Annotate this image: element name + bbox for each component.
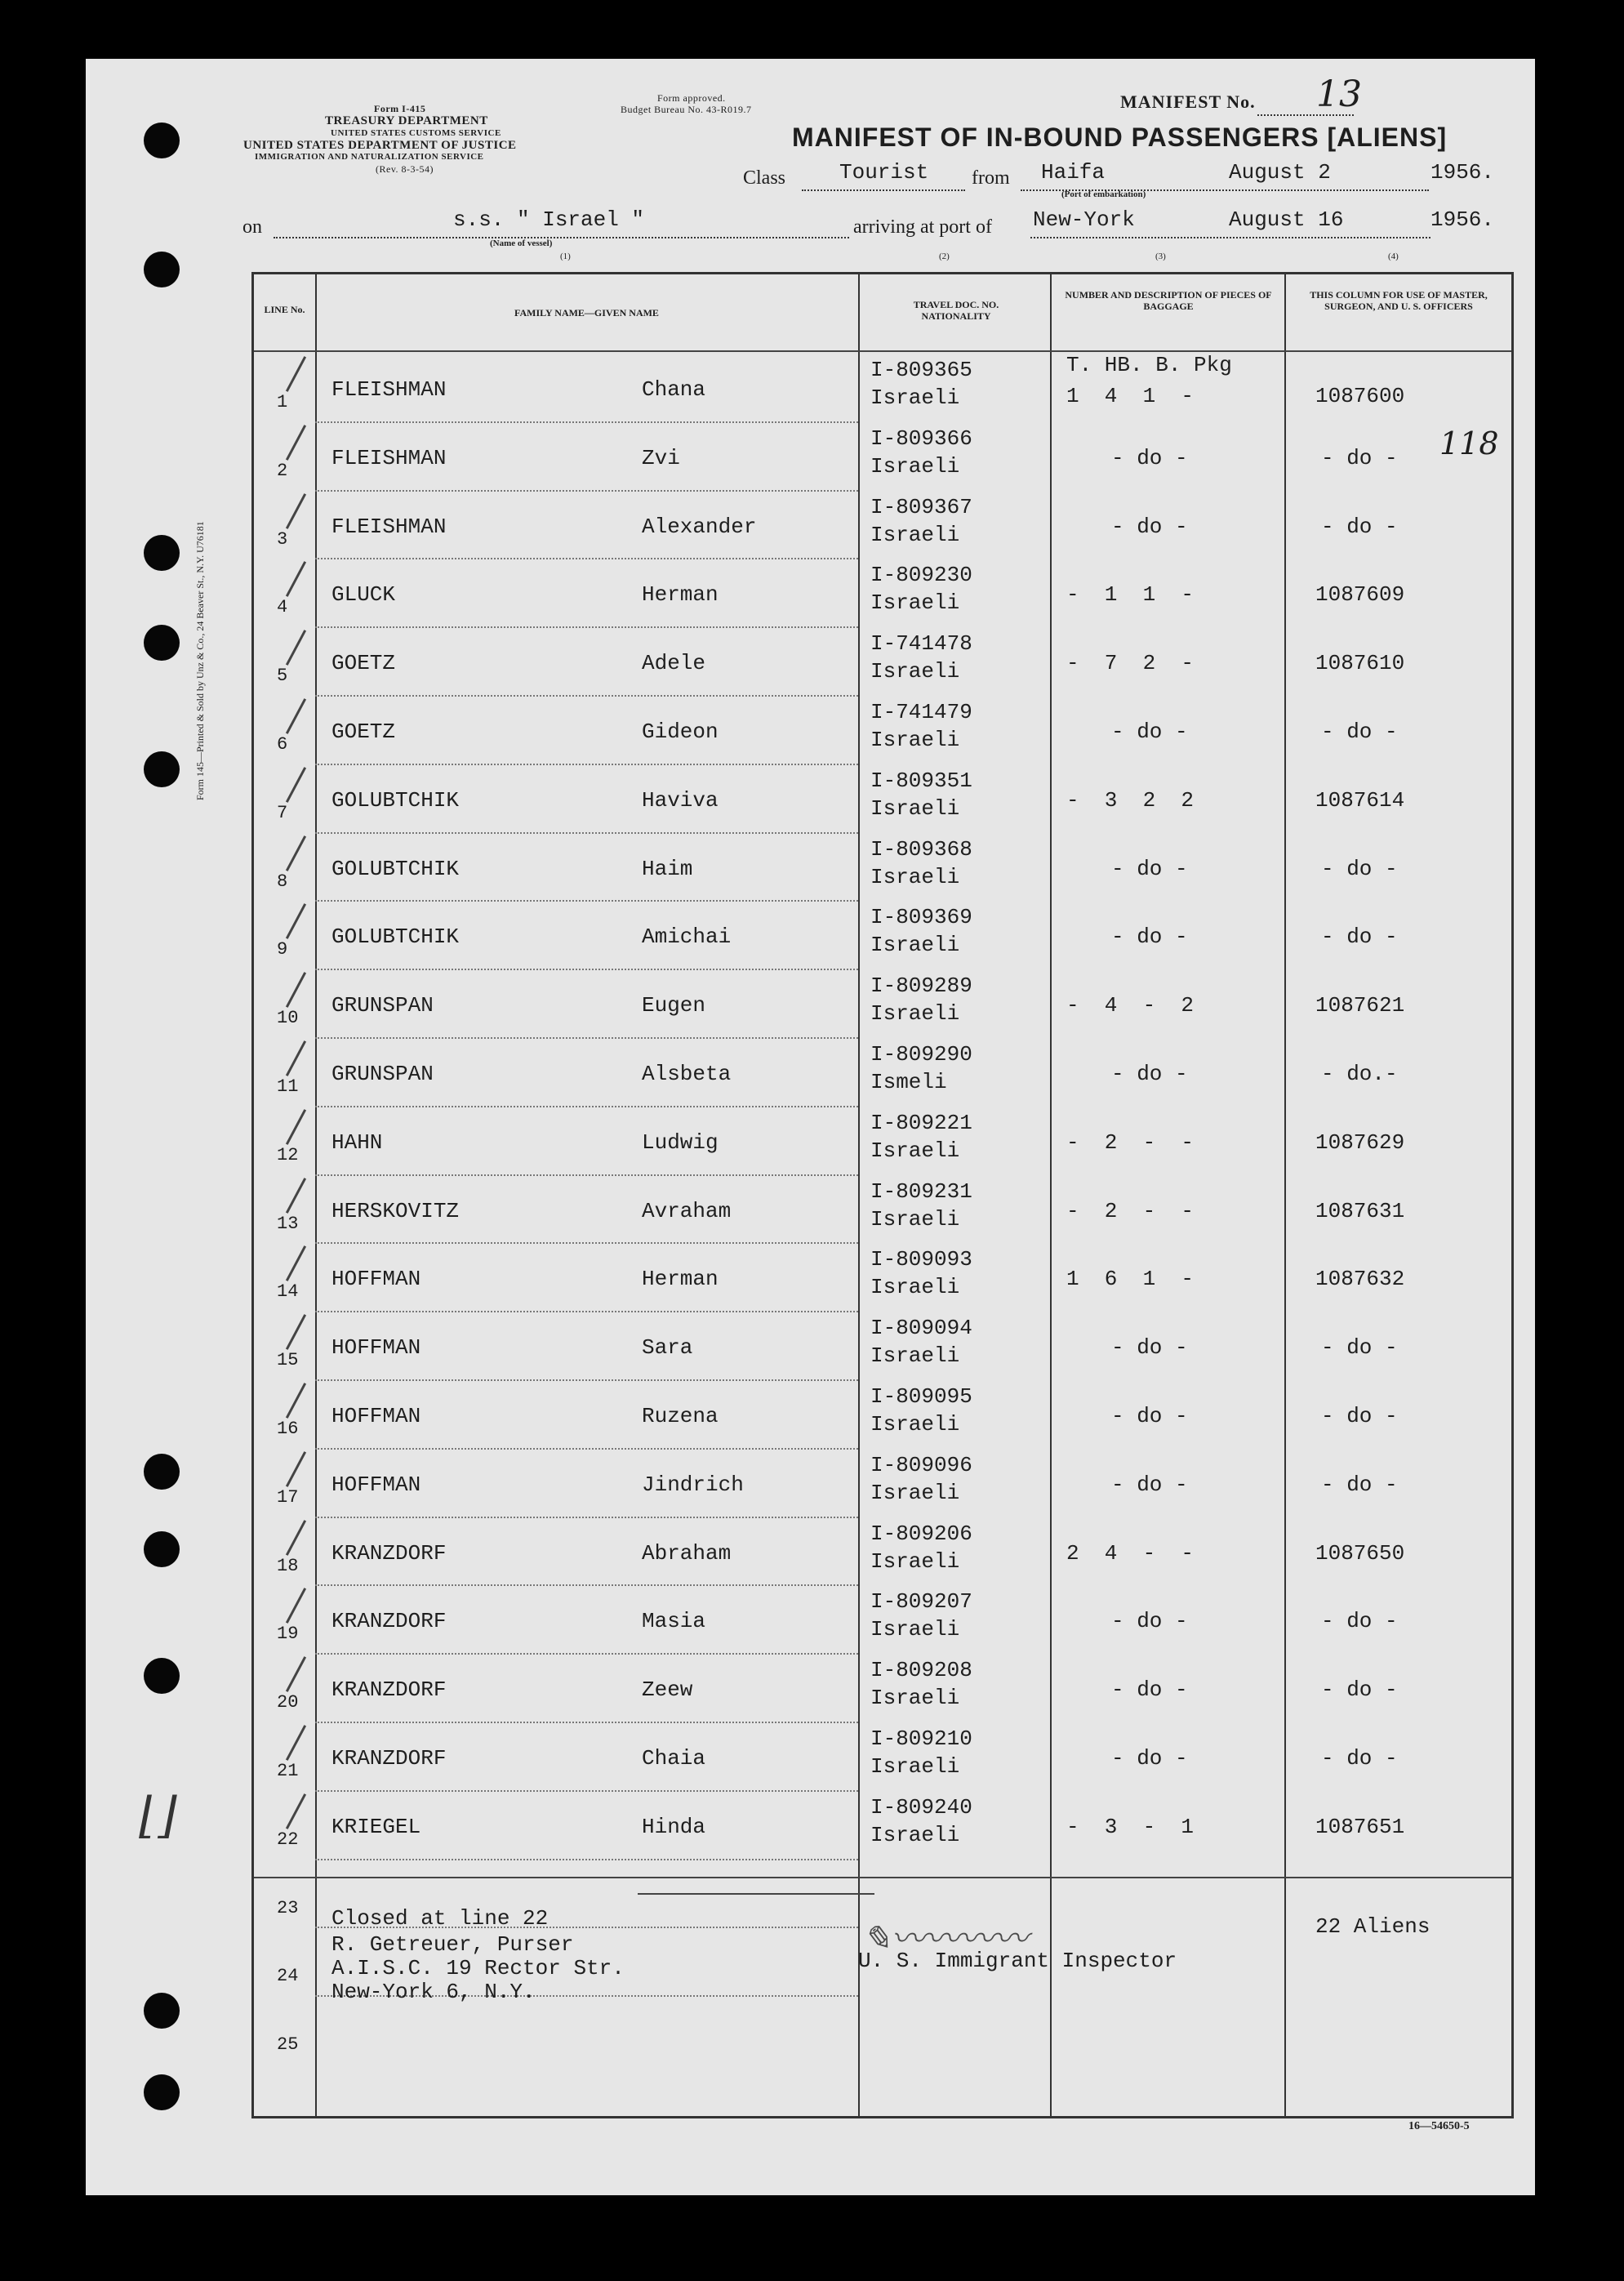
travel-doc-number: I-809221	[870, 1110, 972, 1135]
punch-hole	[144, 123, 180, 158]
passenger-table	[251, 272, 1514, 2118]
given-name: Chana	[642, 377, 706, 402]
check-mark	[286, 1793, 306, 1829]
baggage: 2 4 - -	[1066, 1540, 1195, 1566]
family-name: HOFFMAN	[331, 1472, 421, 1497]
nationality: Israeli	[870, 728, 960, 752]
row-divider	[315, 558, 858, 559]
officer-note: 1087650	[1315, 1540, 1405, 1566]
officer-note: - do -	[1321, 1746, 1398, 1771]
arrival-port: New-York	[1033, 207, 1135, 232]
family-name: KRANZDORF	[331, 1677, 447, 1703]
line-number: 22	[277, 1829, 299, 1850]
baggage: - 4 - 2	[1066, 993, 1195, 1018]
line-number: 10	[277, 1008, 299, 1029]
header-line-no: LINE No.	[264, 304, 305, 315]
line-number: 19	[277, 1624, 299, 1645]
row-divider	[315, 1790, 858, 1792]
line-number: 16	[277, 1419, 299, 1439]
line-number: 1	[277, 392, 288, 412]
header-baggage: NUMBER AND DESCRIPTION OF PIECES OF BAGGAGE	[1065, 289, 1272, 312]
officer-note: - do -	[1321, 856, 1398, 881]
row-divider	[315, 1722, 858, 1723]
embark-port: Haifa	[1041, 160, 1106, 185]
line-number: 7	[277, 802, 288, 823]
vessel-caption: (Name of vessel)	[490, 238, 553, 248]
row-divider	[315, 900, 858, 902]
depart-date: August 2	[1229, 160, 1331, 185]
travel-doc-number: I-741478	[870, 631, 972, 657]
check-mark	[286, 630, 306, 666]
embark-port-caption: (Port of embarkation)	[1061, 189, 1146, 199]
line-number: 23	[277, 1897, 299, 1918]
check-mark	[286, 698, 306, 734]
travel-doc-number: I-741479	[870, 700, 972, 724]
officer-note: - do -	[1321, 445, 1398, 470]
officer-note: - do -	[1321, 1677, 1398, 1703]
baggage: - do -	[1111, 924, 1188, 950]
check-mark	[286, 1383, 306, 1419]
baggage: - do -	[1111, 1062, 1188, 1086]
row-divider	[315, 1037, 858, 1039]
row-divider	[315, 1517, 858, 1518]
given-name: Amichai	[642, 924, 732, 950]
officer-note: 1087651	[1315, 1814, 1405, 1839]
margin-handwriting: ⌊⌋	[139, 1787, 177, 1844]
line-number: 15	[277, 1350, 299, 1371]
check-mark	[286, 1040, 306, 1076]
travel-doc-number: I-809206	[870, 1521, 972, 1546]
check-mark	[286, 1725, 306, 1761]
line-number: 21	[277, 1761, 299, 1781]
row-divider	[315, 1653, 858, 1655]
given-name: Ruzena	[642, 1404, 719, 1428]
given-name: Masia	[642, 1609, 706, 1634]
travel-doc-number: I-809230	[870, 563, 972, 588]
punch-hole	[144, 535, 180, 571]
officer-note: - do -	[1321, 1335, 1398, 1361]
page-title: MANIFEST OF IN-BOUND PASSENGERS [ALIENS]	[792, 123, 1448, 152]
row-divider	[315, 1174, 858, 1176]
punch-hole	[144, 751, 180, 787]
nationality: Israeli	[870, 1412, 960, 1437]
baggage: - do -	[1111, 856, 1188, 881]
officer-note: 1087631	[1315, 1198, 1405, 1223]
officer-note: 1087600	[1315, 384, 1405, 408]
form-number: Form I-415	[374, 103, 426, 114]
nationality: Israeli	[870, 1343, 960, 1369]
travel-doc-number: I-809369	[870, 905, 972, 930]
line-number: 2	[277, 460, 288, 481]
travel-doc-number: I-809231	[870, 1178, 972, 1204]
baggage: - do -	[1111, 1609, 1188, 1634]
family-name: FLEISHMAN	[331, 445, 447, 470]
row-divider	[315, 1584, 858, 1586]
baggage: - do -	[1111, 445, 1188, 470]
nationality: Israeli	[870, 1138, 960, 1163]
printer-imprint: Form 145—Printed & Sold by Unz & Co., 24 Beaver St., N.Y. U76181	[194, 521, 206, 800]
officer-note: 1087610	[1315, 651, 1405, 676]
column-3-marker: (3)	[1155, 252, 1166, 261]
family-name: HOFFMAN	[331, 1267, 421, 1292]
given-name: Jindrich	[642, 1472, 744, 1497]
column-4-marker: (4)	[1388, 252, 1399, 261]
family-name: HOFFMAN	[331, 1404, 421, 1428]
ins-label: IMMIGRATION AND NATURALIZATION SERVICE	[255, 152, 484, 162]
given-name: Chaia	[642, 1746, 706, 1771]
row-divider	[315, 1242, 858, 1244]
travel-doc-number: I-809367	[870, 494, 972, 519]
agency-address: A.I.S.C. 19 Rector Str.	[331, 1956, 625, 1980]
punch-hole	[144, 1531, 180, 1567]
baggage: 1 6 1 -	[1066, 1267, 1195, 1292]
nationality: Israeli	[870, 1001, 960, 1027]
nationality: Israeli	[870, 385, 960, 410]
punch-hole	[144, 1658, 180, 1694]
header-officers: THIS COLUMN FOR USE OF MASTER, SURGEON, AND U. S. OFFICERS	[1310, 289, 1488, 312]
column-2-marker: (2)	[939, 252, 950, 261]
baggage-subheader: T. HB. B. Pkg	[1066, 353, 1232, 377]
check-mark	[286, 1109, 306, 1145]
nationality: Israeli	[870, 1754, 960, 1779]
nationality: Israeli	[870, 659, 960, 684]
line-number: 11	[277, 1076, 299, 1097]
on-label: on	[242, 216, 262, 238]
given-name: Gideon	[642, 719, 719, 744]
header-name: FAMILY NAME—GIVEN NAME	[514, 307, 659, 319]
row-divider	[315, 1448, 858, 1450]
line-number: 9	[277, 939, 288, 960]
given-name: Avraham	[642, 1198, 732, 1223]
travel-doc-number: I-809290	[870, 1042, 972, 1067]
row-divider	[315, 764, 858, 765]
nationality: Ismeli	[870, 1070, 947, 1094]
check-mark	[286, 493, 306, 529]
manifest-number: 13	[1316, 74, 1362, 115]
budget-label: Budget Bureau No. 43-R019.7	[621, 104, 752, 115]
officer-note: 1087614	[1315, 787, 1405, 813]
family-name: FLEISHMAN	[331, 514, 447, 539]
officer-note: - do -	[1321, 514, 1398, 539]
nationality: Israeli	[870, 933, 960, 958]
line-number: 3	[277, 528, 288, 550]
check-mark	[286, 356, 306, 392]
rev-label: (Rev. 8-3-54)	[376, 163, 434, 175]
officer-note: 1087609	[1315, 582, 1405, 608]
nationality: Israeli	[870, 1822, 960, 1847]
class-label: Class	[743, 167, 786, 189]
family-name: KRANZDORF	[331, 1746, 447, 1771]
check-mark	[286, 835, 306, 871]
travel-doc-number: I-809240	[870, 1794, 972, 1820]
travel-doc-number: I-809207	[870, 1589, 972, 1615]
nationality: Israeli	[870, 453, 960, 479]
officer-note: - do -	[1321, 1404, 1398, 1428]
officer-note: - do.-	[1321, 1062, 1398, 1086]
line-number: 18	[277, 1555, 299, 1576]
officer-note: - do -	[1321, 1609, 1398, 1634]
nationality: Israeli	[870, 795, 960, 821]
check-mark	[286, 1314, 306, 1350]
nationality: Israeli	[870, 522, 960, 547]
given-name: Adele	[642, 651, 706, 676]
travel-doc-number: I-809210	[870, 1726, 972, 1751]
line-number: 14	[277, 1281, 299, 1303]
arriving-label: arriving at port of	[853, 216, 992, 238]
given-name: Sara	[642, 1335, 693, 1361]
family-name: GLUCK	[331, 582, 396, 608]
closed-at-line: Closed at line 22	[331, 1906, 549, 1931]
officer-note: 1087629	[1315, 1129, 1405, 1155]
nationality: Israeli	[870, 1480, 960, 1505]
arrival-date: August 16	[1229, 207, 1344, 232]
line-number: 4	[277, 597, 288, 618]
family-name: GOETZ	[331, 651, 396, 676]
family-name: HAHN	[331, 1129, 383, 1155]
check-mark	[286, 903, 306, 939]
row-divider	[315, 490, 858, 492]
family-name: GRUNSPAN	[331, 1062, 434, 1086]
line-number: 24	[277, 1966, 299, 1987]
baggage: - 2 - -	[1066, 1129, 1195, 1155]
line-number: 20	[277, 1692, 299, 1713]
customs-label: UNITED STATES CUSTOMS SERVICE	[331, 128, 501, 138]
column-1-marker: (1)	[560, 252, 571, 261]
baggage: 1 4 1 -	[1066, 384, 1195, 408]
travel-doc-number: I-809094	[870, 1316, 972, 1341]
agency-city: New-York 6, N.Y.	[331, 1980, 536, 2004]
check-mark	[286, 1588, 306, 1624]
check-mark	[286, 1451, 306, 1487]
officer-note: - do -	[1321, 1472, 1398, 1497]
punch-hole	[144, 2074, 180, 2110]
given-name: Alsbeta	[642, 1062, 732, 1086]
given-name: Hinda	[642, 1814, 706, 1839]
line-number: 5	[277, 666, 288, 687]
punch-hole	[144, 625, 180, 661]
row-divider	[315, 1106, 858, 1107]
row-divider	[315, 1859, 858, 1860]
check-mark	[286, 561, 306, 597]
check-mark	[286, 425, 306, 461]
check-mark	[286, 767, 306, 803]
family-name: HOFFMAN	[331, 1335, 421, 1361]
line-number: 12	[277, 1144, 299, 1165]
family-name: GOLUBTCHIK	[331, 924, 460, 950]
nationality: Israeli	[870, 1275, 960, 1300]
vessel-name: s.s. " Israel "	[453, 207, 645, 232]
treasury-label: TREASURY DEPARTMENT	[325, 114, 488, 127]
family-name: GOLUBTCHIK	[331, 787, 460, 813]
baggage: - do -	[1111, 1335, 1188, 1361]
travel-doc-number: I-809096	[870, 1452, 972, 1477]
line-number: 13	[277, 1213, 299, 1234]
baggage: - do -	[1111, 1746, 1188, 1771]
nationality: Israeli	[870, 1206, 960, 1232]
line-number: 8	[277, 871, 288, 892]
baggage: - do -	[1111, 1677, 1188, 1703]
given-name: Herman	[642, 582, 719, 608]
line-number: 25	[277, 2034, 299, 2056]
row-divider	[315, 832, 858, 834]
nationality: Israeli	[870, 1686, 960, 1711]
purser-name: R. Getreuer, Purser	[331, 1932, 574, 1957]
baggage: - do -	[1111, 1472, 1188, 1497]
travel-doc-number: I-809368	[870, 836, 972, 862]
nationality: Israeli	[870, 864, 960, 889]
handwritten-118: 118	[1439, 425, 1499, 461]
given-name: Haim	[642, 856, 693, 881]
given-name: Alexander	[642, 514, 757, 539]
travel-doc-number: I-809208	[870, 1658, 972, 1683]
inspector-label: U. S. Immigrant Inspector	[858, 1949, 1177, 1973]
baggage: - 2 - -	[1066, 1198, 1195, 1223]
from-label: from	[972, 167, 1010, 189]
baggage: - 7 2 -	[1066, 651, 1195, 676]
justice-label: UNITED STATES DEPARTMENT OF JUSTICE	[243, 139, 517, 152]
aliens-total: 22 Aliens	[1315, 1914, 1430, 1939]
approved-label: Form approved.	[657, 92, 726, 104]
row-divider	[315, 969, 858, 970]
header-travel-doc: TRAVEL DOC. NO. NATIONALITY	[913, 299, 999, 322]
punch-hole	[144, 1993, 180, 2029]
given-name: Ludwig	[642, 1129, 719, 1155]
travel-doc-number: I-809365	[870, 358, 972, 382]
line-number: 6	[277, 734, 288, 755]
family-name: GRUNSPAN	[331, 993, 434, 1018]
family-name: KRANZDORF	[331, 1609, 447, 1634]
row-divider	[315, 626, 858, 628]
travel-doc-number: I-809366	[870, 425, 972, 451]
officer-note: 1087621	[1315, 993, 1405, 1018]
line-number: 17	[277, 1486, 299, 1508]
family-name: GOETZ	[331, 719, 396, 744]
punch-hole	[144, 1454, 180, 1490]
baggage: - 3 2 2	[1066, 787, 1195, 813]
family-name: KRANZDORF	[331, 1540, 447, 1566]
signature-line	[638, 1893, 874, 1895]
check-mark	[286, 1656, 306, 1692]
officer-note: - do -	[1321, 719, 1398, 744]
row-divider	[315, 695, 858, 697]
family-name: HERSKOVITZ	[331, 1198, 460, 1223]
check-mark	[286, 1178, 306, 1214]
travel-doc-number: I-809095	[870, 1384, 972, 1409]
nationality: Israeli	[870, 1548, 960, 1574]
footer-code: 16—54650-5	[1408, 2120, 1470, 2132]
punch-hole	[144, 252, 180, 287]
class-value: Tourist	[839, 160, 929, 185]
family-name: GOLUBTCHIK	[331, 856, 460, 881]
given-name: Zvi	[642, 445, 680, 470]
given-name: Zeew	[642, 1677, 693, 1703]
travel-doc-number: I-809289	[870, 973, 972, 999]
travel-doc-number: I-809351	[870, 768, 972, 793]
nationality: Israeli	[870, 590, 960, 616]
arrival-year: 1956.	[1430, 207, 1495, 232]
baggage: - 1 1 -	[1066, 582, 1195, 608]
row-divider	[315, 1379, 858, 1381]
given-name: Haviva	[642, 787, 719, 813]
nationality: Israeli	[870, 1617, 960, 1642]
officer-note: 1087632	[1315, 1267, 1405, 1292]
travel-doc-number: I-809093	[870, 1247, 972, 1272]
manifest-no-label: MANIFEST No.	[1120, 91, 1256, 112]
depart-year: 1956.	[1430, 160, 1495, 185]
inspector-signature: ✎〰〰〰〰	[862, 1918, 1029, 1958]
row-divider	[315, 1311, 858, 1312]
given-name: Abraham	[642, 1540, 732, 1566]
given-name: Herman	[642, 1267, 719, 1292]
row-divider	[315, 421, 858, 423]
officer-note: - do -	[1321, 924, 1398, 950]
baggage: - do -	[1111, 514, 1188, 539]
baggage: - do -	[1111, 1404, 1188, 1428]
given-name: Eugen	[642, 993, 706, 1018]
check-mark	[286, 1245, 306, 1281]
check-mark	[286, 972, 306, 1008]
check-mark	[286, 1520, 306, 1556]
family-name: KRIEGEL	[331, 1814, 421, 1839]
baggage: - 3 - 1	[1066, 1814, 1195, 1839]
family-name: FLEISHMAN	[331, 377, 447, 402]
baggage: - do -	[1111, 719, 1188, 744]
